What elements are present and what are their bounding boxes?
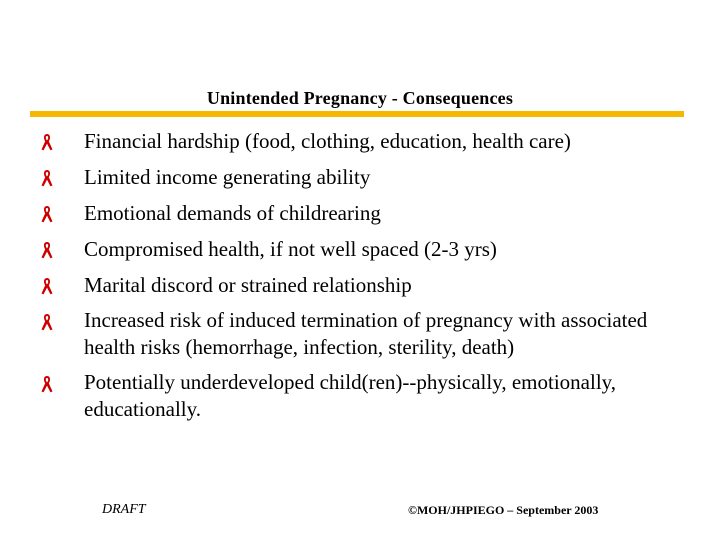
awareness-ribbon-icon <box>40 277 54 295</box>
title-rule-bar <box>30 111 684 117</box>
awareness-ribbon-icon <box>40 313 54 331</box>
bullet-item <box>40 267 680 303</box>
draft-label: DRAFT <box>102 502 146 517</box>
bullet-text: Emotional demands of childrearing <box>84 201 381 225</box>
title-rule <box>30 111 684 117</box>
bullet-text: Potentially underdeveloped child(ren)--physically, emotionally, educationally. <box>84 370 617 421</box>
bullet-text: Increased risk of induced termination of pregnancy with associated health risks (hemorrhage, infection, sterility, death) <box>84 308 648 359</box>
bullet-list <box>40 123 680 427</box>
slide-title: Unintended Pregnancy - Consequences <box>206 88 514 108</box>
bullet-item <box>40 159 680 195</box>
copyright-notice: ©MOH/JHPIEGO – September 2003 <box>408 503 599 517</box>
awareness-ribbon-icon <box>40 205 54 223</box>
bullet-item <box>40 365 680 427</box>
bullet-text: Limited income generating ability <box>84 165 371 189</box>
bullet-text: Compromised health, if not well spaced (2-3 yrs) <box>84 237 497 261</box>
awareness-ribbon-icon <box>40 241 54 259</box>
bullet-item <box>40 123 680 159</box>
awareness-ribbon-icon <box>40 375 54 393</box>
bullet-item <box>40 195 680 231</box>
awareness-ribbon-icon <box>40 133 54 151</box>
bullet-item <box>40 303 680 365</box>
bullet-item <box>40 231 680 267</box>
bullet-text: Financial hardship (food, clothing, education, health care) <box>84 129 571 153</box>
awareness-ribbon-icon <box>40 169 54 187</box>
bullet-text: Marital discord or strained relationship <box>84 273 412 297</box>
